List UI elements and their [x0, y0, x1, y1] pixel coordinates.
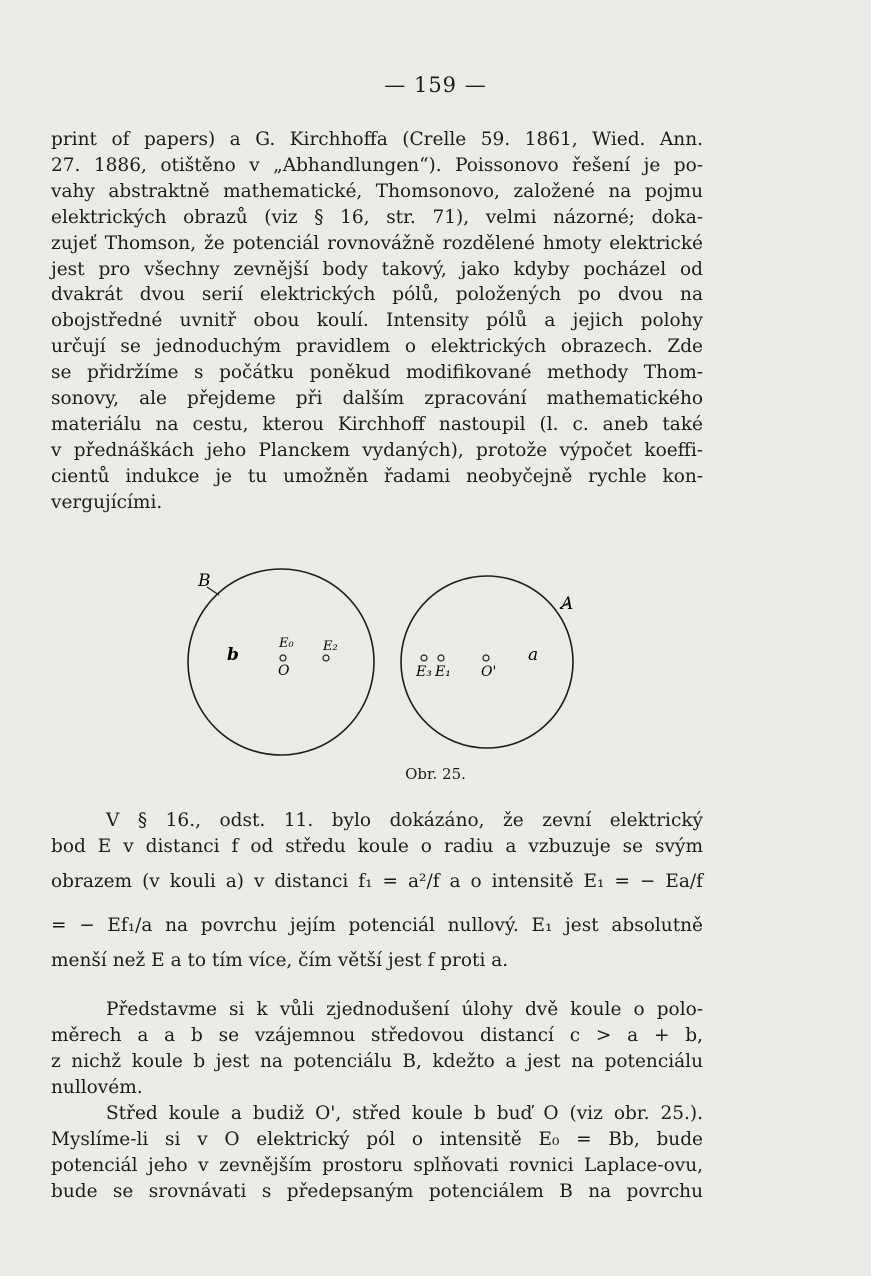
paragraph-two-spheres: [51, 997, 703, 1101]
text-line: obrazem (v kouli a) v distanci f₁ = a²/f a o intensitě E₁ = − Ea/f: [51, 871, 703, 892]
label-O: O: [278, 663, 290, 679]
sphere-a-circle: [401, 576, 573, 748]
page-number: — 159 —: [384, 73, 487, 97]
text-line: cientů indukce je tu umožněn řadami neobyčejně rychle kon-: [51, 465, 703, 487]
label-b: b: [227, 645, 239, 665]
text-line: menší než E a to tím více, čím větší jest f proti a.: [51, 950, 509, 971]
text-line: 27. 1886, otištěno v „Abhandlungen“). Poissonovo řešení je po-: [51, 154, 703, 176]
text-line: nullovém.: [51, 1077, 143, 1098]
intro-paragraph: [51, 127, 703, 516]
sphere-b-circle: [188, 569, 374, 755]
text-line: jest pro všechny zevnější body takový, jako kdyby pocházel od: [51, 258, 703, 280]
text-line: print of papers) a G. Kirchhoffa (Crelle 59. 1861, Wied. Ann.: [51, 129, 703, 150]
text-line: bude se srovnávati s předepsaným potenciálem B na povrchu: [51, 1181, 703, 1202]
text-line: zujeť Thomson, že potenciál rovnovážně rozdělené hmoty elektrické: [51, 232, 703, 254]
text-line: bod E v distanci f od středu koule o radiu a vzbuzuje se svým: [51, 836, 703, 857]
text-line: měrech a a b se vzájemnou středovou distancí c > a + b,: [51, 1025, 703, 1046]
label-E0: E₀: [279, 636, 294, 651]
text-line: vergujícími.: [51, 491, 163, 513]
text-line: obojstředné uvnitř obou koulí. Intensity pólů a jejich polohy: [51, 310, 703, 332]
two-spheres-figure: [175, 562, 585, 762]
text-line: = − Ef₁/a na povrchu jejím potenciál nullový. E₁ jest absolutně: [51, 915, 703, 936]
text-line: Střed koule a budiž O', střed koule b buď O (viz obr. 25.).: [106, 1103, 703, 1124]
label-E1: E₁: [435, 664, 451, 680]
label-B: B: [198, 571, 211, 591]
figure-caption: Obr. 25.: [405, 765, 466, 783]
text-line: Představme si k vůli zjednodušení úlohy dvě koule o polo-: [106, 999, 703, 1020]
label-E2: E₂: [323, 639, 338, 654]
paragraph-centers: [51, 1101, 703, 1205]
label-E3: E₃: [416, 664, 432, 680]
text-line: v přednáškách jeho Planckem vydaných), protože výpočet koeffi-: [51, 439, 703, 461]
pole-E2-dot: [323, 655, 329, 661]
text-line: Myslíme-li si v O elektrický pól o intensitě E₀ = Bb, bude: [51, 1129, 703, 1150]
pole-O-prime-dot: [483, 655, 489, 661]
label-A: A: [561, 594, 574, 614]
text-line: potenciál jeho v zevnějším prostoru splňovati rovnici Laplace-ovu,: [51, 1155, 703, 1176]
pole-E1-dot: [438, 655, 444, 661]
text-line: materiálu na cestu, kterou Kirchhoff nastoupil (l. c. aneb také: [51, 413, 703, 435]
text-line: V § 16., odst. 11. bylo dokázáno, že zevní elektrický: [106, 810, 703, 831]
pole-O-dot: [280, 655, 286, 661]
text-line: z nichž koule b jest na potenciálu B, kdežto a jest na potenciálu: [51, 1051, 703, 1072]
text-line: určují se jednoduchým pravidlem o elektrických obrazech. Zde: [51, 336, 703, 358]
text-line: se přidržíme s počátku poněkud modifikované methody Thom-: [51, 362, 703, 384]
pole-E3-dot: [421, 655, 427, 661]
paragraph-images: [51, 808, 703, 974]
label-O-prime: O': [481, 664, 497, 680]
text-line: vahy abstraktně mathematické, Thomsonovo, založené na pojmu: [51, 180, 703, 202]
text-line: dvakrát dvou serií elektrických pólů, položených po dvou na: [51, 284, 703, 306]
label-a: a: [528, 645, 539, 665]
text-line: sonovy, ale přejdeme při dalším zpracování mathematického: [51, 388, 703, 410]
text-line: elektrických obrazů (viz § 16, str. 71), velmi názorné; doka-: [51, 206, 703, 228]
